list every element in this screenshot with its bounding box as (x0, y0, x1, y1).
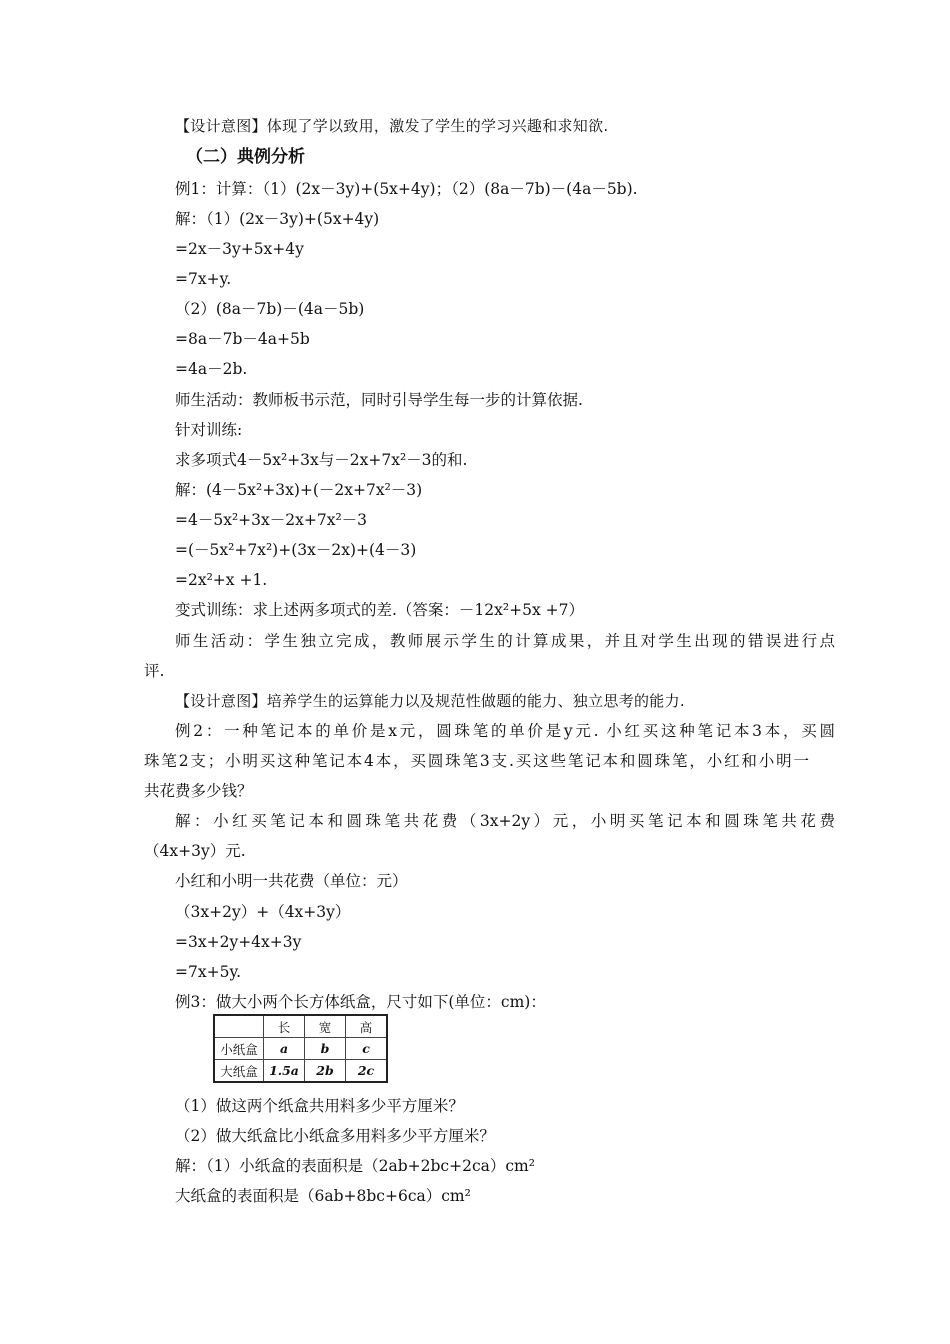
example3-part-1: （1）做这两个纸盒共用料多少平方厘米？ (175, 1097, 464, 1115)
example3-solution-2: 大纸盒的表面积是（6ab+8bc+6ca）cm² (175, 1187, 471, 1205)
table-row-label: 小纸盒 (214, 1038, 264, 1060)
example2-step-1: （3x+2y）+（4x+3y） (175, 903, 351, 921)
example3-part-2: （2）做大纸盒比小纸盒多用料多少平方厘米？ (175, 1127, 495, 1145)
example1-step-4: =4a－2b. (175, 360, 248, 378)
example3-question: 例3：做大小两个长方体纸盒，尺寸如下(单位：cm)： (175, 993, 546, 1011)
example2-solution-cont: （4x+3y）元. (144, 842, 246, 860)
example2-step-2: =3x+2y+4x+3y (175, 933, 302, 951)
table-header-cell: 宽 (305, 1015, 346, 1038)
table-header-cell (214, 1015, 264, 1038)
example1-step-1: =2x－3y+5x+4y (175, 240, 304, 258)
practice-label: 针对训练: (175, 421, 243, 439)
design-intent-2: 【设计意图】培养学生的运算能力以及规范性做题的能力、独立思考的能力. (175, 692, 685, 710)
example1-solution-1: 解：（1）(2x－3y)+(5x+4y) (175, 210, 380, 228)
section-heading: （二）典例分析 (186, 147, 305, 167)
table-row (214, 1038, 387, 1060)
example2-question: 例2：一种笔记本的单价是x元，圆珠笔的单价是y元. 小红买这种笔记本3本，买圆 (175, 722, 835, 740)
example1-step-2: =7x+y. (175, 270, 232, 288)
practice-step-2: =(－5x²+7x²)+(3x－2x)+(4－3) (175, 541, 417, 559)
table-row (214, 1060, 387, 1083)
example2-step-3: =7x+5y. (175, 963, 242, 981)
box-dimensions-table (213, 1014, 388, 1083)
table-cell: a (264, 1038, 305, 1060)
example2-total-label: 小红和小明一共花费（单位：元） (175, 872, 408, 890)
table-cell: 2c (346, 1060, 388, 1083)
table-row-label: 大纸盒 (214, 1060, 264, 1083)
example2-solution: 解：小红买笔记本和圆珠笔共花费（3x+2y）元，小明买笔记本和圆珠笔共花费 (175, 812, 835, 830)
design-intent-1: 【设计意图】体现了学以致用，激发了学生的学习兴趣和求知欲. (175, 117, 609, 135)
table-header-row (214, 1015, 387, 1038)
practice-step-1: =4－5x²+3x－2x+7x²－3 (175, 511, 368, 529)
example2-question-end: 共花费多少钱？ (144, 782, 253, 800)
example1-solution-2: （2）(8a－7b)－(4a－5b) (175, 300, 365, 318)
practice-step-3: =2x²+x +1. (175, 571, 268, 589)
variant-practice: 变式训练：求上述两多项式的差.（答案：－12x²+5x +7） (175, 601, 584, 619)
example3-solution-1: 解：（1）小纸盒的表面积是（2ab+2bc+2ca）cm² (175, 1157, 535, 1175)
teacher-activity-2-cont: 评. (144, 662, 165, 680)
example1-step-3: =8a－7b－4a+5b (175, 330, 310, 348)
example1-question: 例1：计算：（1）(2x－3y)+(5x+4y)；（2）(8a－7b)－(4a－5b). (175, 180, 638, 198)
practice-solution: 解：(4－5x²+3x)+(－2x+7x²－3) (175, 481, 423, 499)
example2-question-cont: 珠笔2支；小明买这种笔记本4本，买圆珠笔3支.买这些笔记本和圆珠笔，小红和小明一 (144, 752, 809, 770)
table-cell: b (305, 1038, 346, 1060)
teacher-activity-2: 师生活动：学生独立完成，教师展示学生的计算成果，并且对学生出现的错误进行点 (175, 632, 835, 650)
table-cell: 1.5a (264, 1060, 305, 1083)
table-cell: c (346, 1038, 388, 1060)
table-header-cell: 长 (264, 1015, 305, 1038)
table-cell: 2b (305, 1060, 346, 1083)
teacher-activity-1: 师生活动：教师板书示范，同时引导学生每一步的计算依据. (175, 391, 583, 409)
table-header-cell: 高 (346, 1015, 388, 1038)
practice-question: 求多项式4－5x²+3x与－2x+7x²－3的和. (175, 451, 468, 469)
